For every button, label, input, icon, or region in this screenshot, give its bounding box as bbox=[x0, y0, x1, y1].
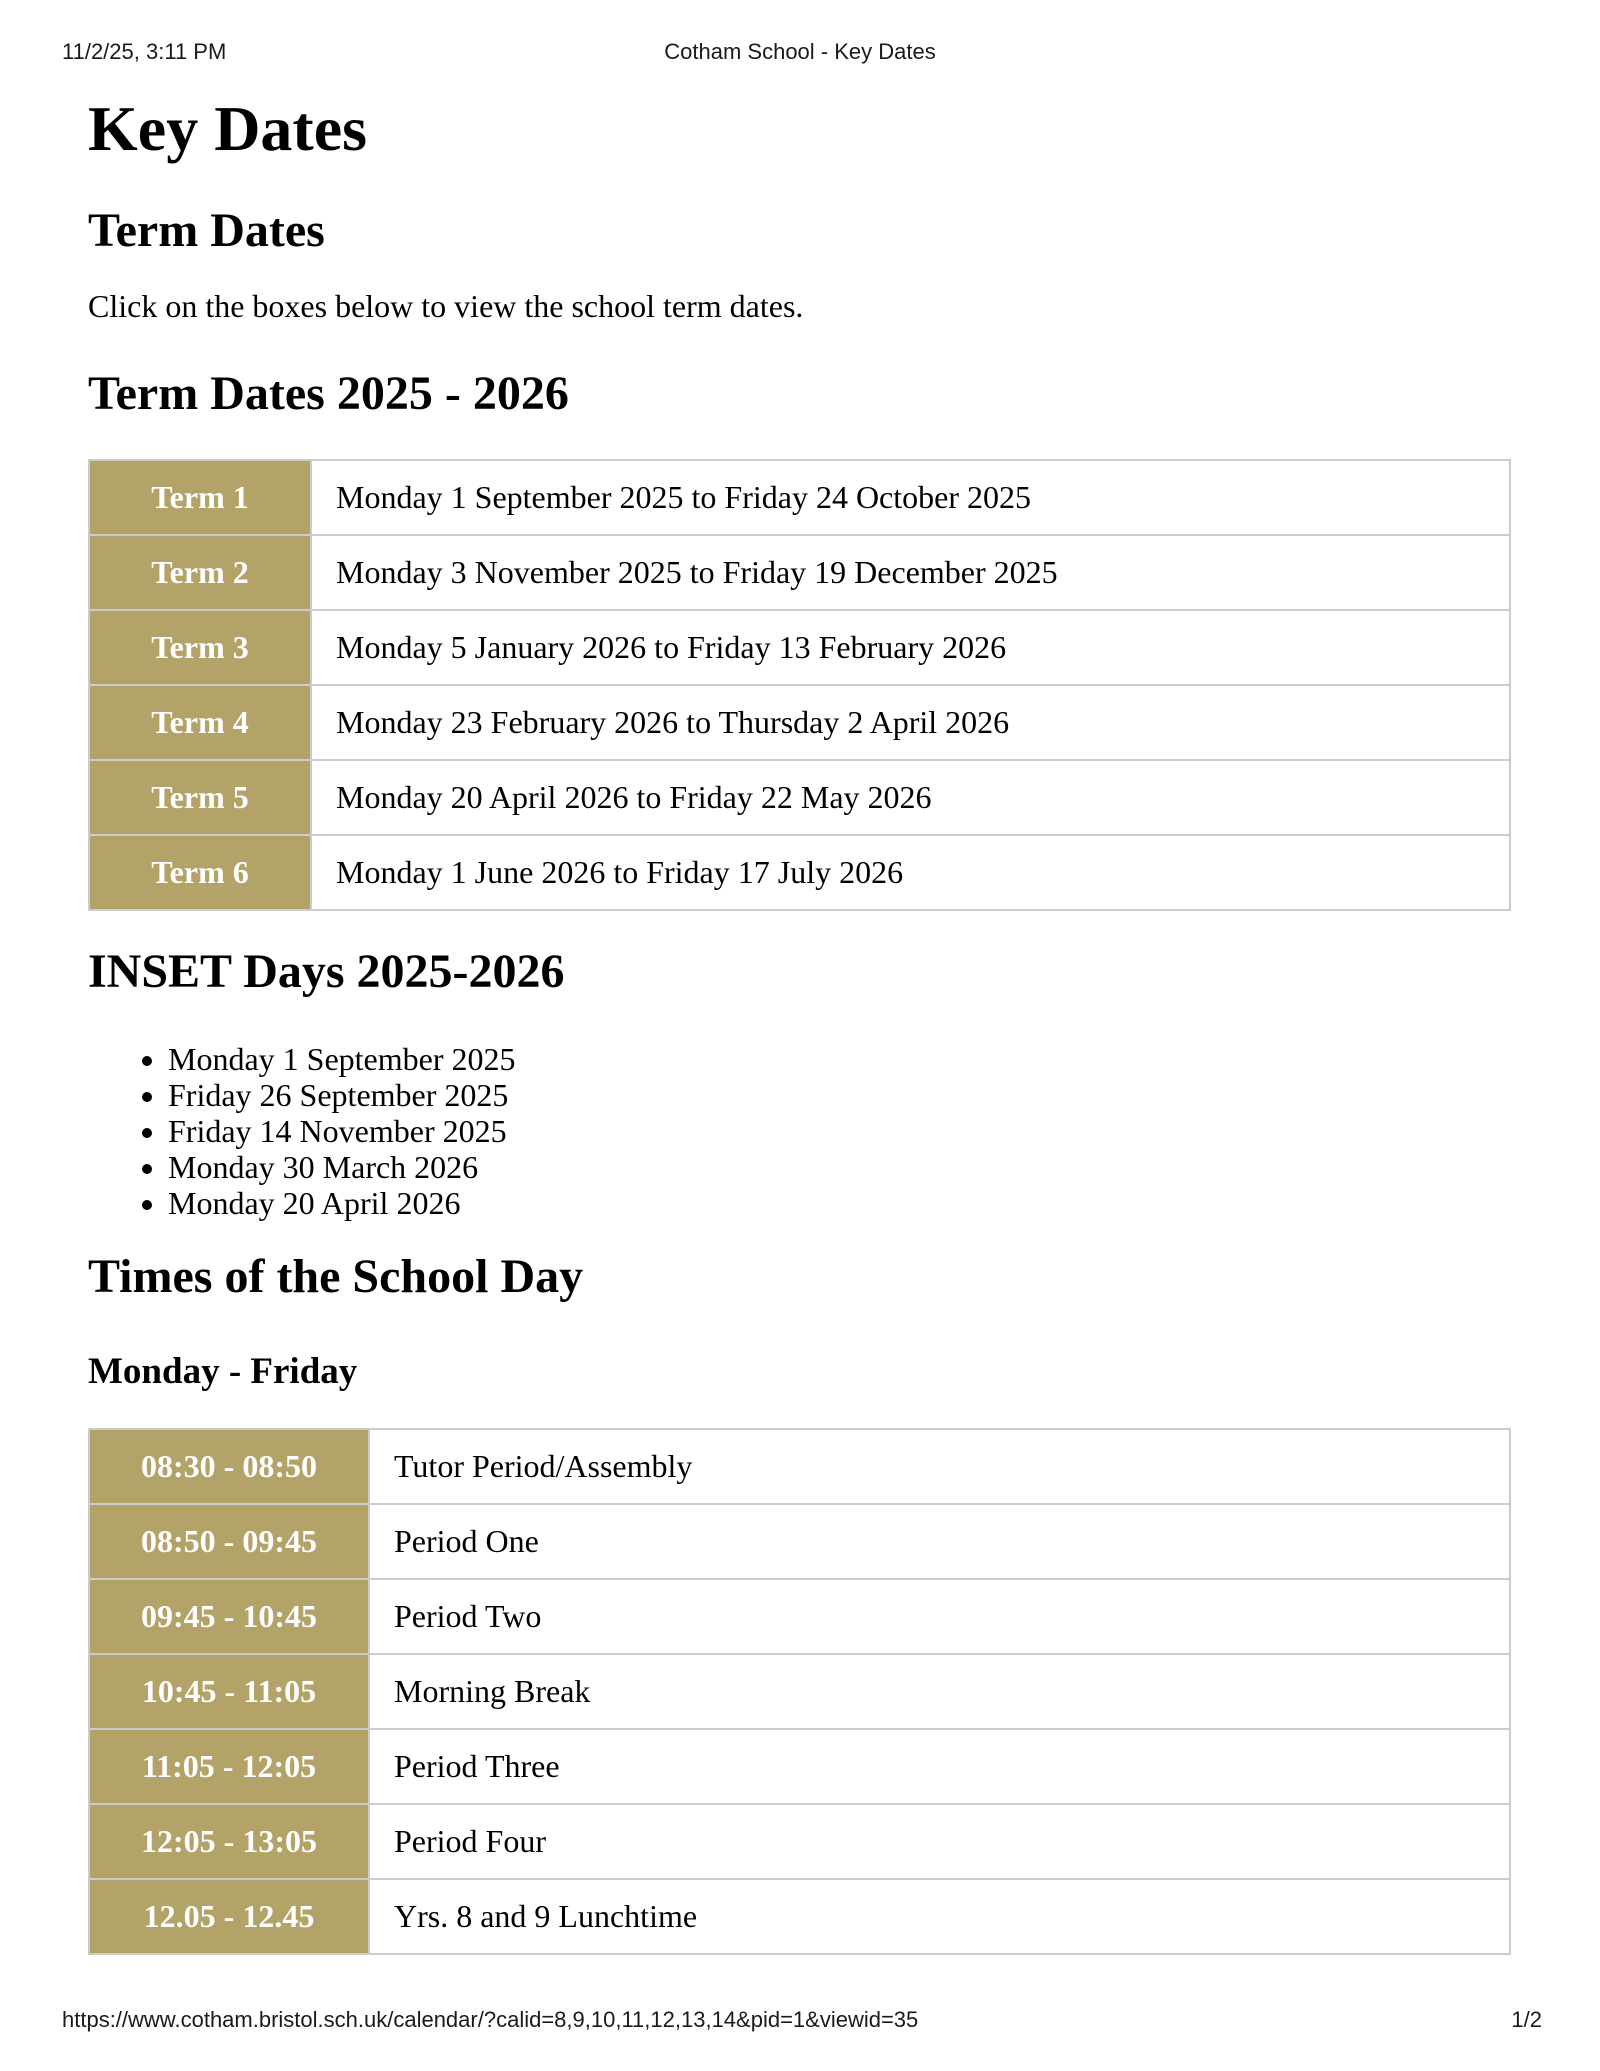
inset-day-item: • Friday 26 September 2025 bbox=[168, 1077, 1511, 1113]
table-row bbox=[89, 760, 1510, 835]
term-dates-value: Monday 1 June 2026 to Friday 17 July 2026 bbox=[311, 835, 1510, 910]
print-url: https://www.cotham.bristol.sch.uk/calendar/?calid=8,9,10,11,12,13,14&pid=1&viewid=35 bbox=[62, 2007, 919, 2032]
term-box[interactable]: Term 6 bbox=[89, 835, 311, 910]
term-box[interactable]: Term 4 bbox=[89, 685, 311, 760]
time-activity-value: Yrs. 8 and 9 Lunchtime bbox=[369, 1879, 1510, 1954]
time-activity-value: Morning Break bbox=[369, 1654, 1510, 1729]
table-row bbox=[89, 835, 1510, 910]
time-activity-value: Period Three bbox=[369, 1729, 1510, 1804]
time-slot: 12:05 - 13:05 bbox=[89, 1804, 369, 1879]
table-row bbox=[89, 685, 1510, 760]
table-row bbox=[89, 1579, 1510, 1654]
term-box[interactable]: Term 1 bbox=[89, 460, 311, 535]
table-row bbox=[89, 1429, 1510, 1504]
times-table bbox=[88, 1428, 1511, 1955]
inset-day-item: • Monday 20 April 2026 bbox=[168, 1185, 1511, 1221]
print-timestamp: 11/2/25, 3:11 PM bbox=[62, 39, 227, 64]
term-box[interactable]: Term 5 bbox=[89, 760, 311, 835]
print-page-number: 1/2 bbox=[1511, 2007, 1542, 2032]
term-dates-value: Monday 3 November 2025 to Friday 19 December 2025 bbox=[311, 535, 1510, 610]
time-slot: 08:50 - 09:45 bbox=[89, 1504, 369, 1579]
term-box[interactable]: Term 3 bbox=[89, 610, 311, 685]
time-slot: 08:30 - 08:50 bbox=[89, 1429, 369, 1504]
inset-day-item: • Friday 14 November 2025 bbox=[168, 1113, 1511, 1149]
page-content bbox=[88, 0, 1511, 1955]
term-dates-table bbox=[88, 459, 1511, 911]
time-slot: 12.05 - 12.45 bbox=[89, 1879, 369, 1954]
page-title: Key Dates bbox=[88, 93, 368, 164]
section-heading-inset-days: INSET Days 2025-2026 bbox=[88, 945, 565, 998]
table-row bbox=[89, 1804, 1510, 1879]
print-footer bbox=[62, 2008, 1542, 2032]
table-row bbox=[89, 1654, 1510, 1729]
term-dates-value: Monday 5 January 2026 to Friday 13 February 2026 bbox=[311, 610, 1510, 685]
time-slot: 11:05 - 12:05 bbox=[89, 1729, 369, 1804]
inset-days-list bbox=[88, 1041, 1511, 1221]
times-subheading: Monday - Friday bbox=[88, 1351, 358, 1392]
time-activity-value: Period Two bbox=[369, 1579, 1510, 1654]
table-row bbox=[89, 1504, 1510, 1579]
table-row bbox=[89, 610, 1510, 685]
section-heading-term-dates-year: Term Dates 2025 - 2026 bbox=[88, 367, 569, 420]
inset-day-item: • Monday 30 March 2026 bbox=[168, 1149, 1511, 1185]
term-dates-value: Monday 20 April 2026 to Friday 22 May 2026 bbox=[311, 760, 1510, 835]
time-slot: 10:45 - 11:05 bbox=[89, 1654, 369, 1729]
inset-day-item: • Monday 1 September 2025 bbox=[168, 1041, 1511, 1077]
table-row bbox=[89, 460, 1510, 535]
table-row bbox=[89, 1879, 1510, 1954]
term-dates-intro: Click on the boxes below to view the school term dates. bbox=[88, 288, 804, 324]
time-activity-value: Period One bbox=[369, 1504, 1510, 1579]
table-row bbox=[89, 1729, 1510, 1804]
print-doc-title: Cotham School - Key Dates bbox=[664, 39, 936, 64]
time-slot: 09:45 - 10:45 bbox=[89, 1579, 369, 1654]
table-row bbox=[89, 535, 1510, 610]
time-activity-value: Tutor Period/Assembly bbox=[369, 1429, 1510, 1504]
term-dates-value: Monday 23 February 2026 to Thursday 2 April 2026 bbox=[311, 685, 1510, 760]
time-activity-value: Period Four bbox=[369, 1804, 1510, 1879]
section-heading-term-dates: Term Dates bbox=[88, 204, 325, 257]
term-box[interactable]: Term 2 bbox=[89, 535, 311, 610]
term-dates-value: Monday 1 September 2025 to Friday 24 October 2025 bbox=[311, 460, 1510, 535]
section-heading-times: Times of the School Day bbox=[88, 1250, 584, 1303]
